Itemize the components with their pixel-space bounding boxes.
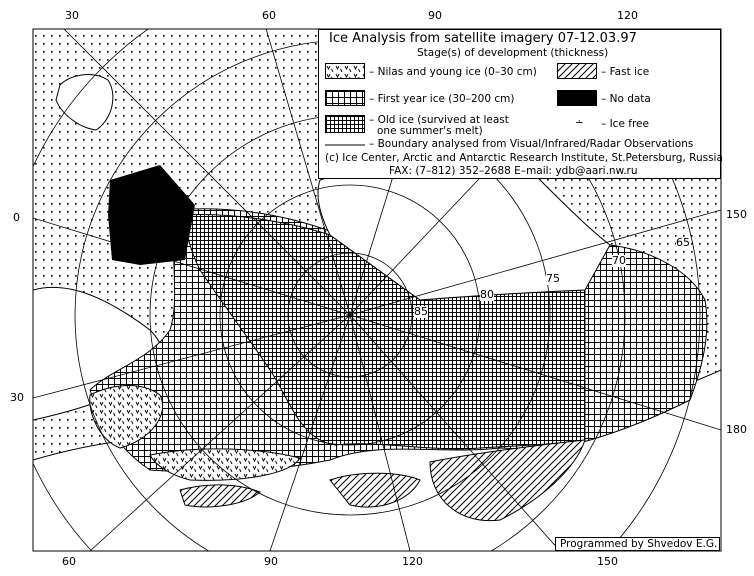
lat-label: 70 bbox=[612, 254, 626, 267]
legend-nilas: – Nilas and young ice (0–30 cm) bbox=[369, 66, 537, 78]
legend-ice-free: – Ice free bbox=[601, 118, 649, 130]
bottom-lon-label: 60 bbox=[62, 555, 76, 568]
first-year-swatch bbox=[325, 90, 365, 106]
lat-label: 75 bbox=[546, 272, 560, 285]
legend-old-ice: – Old ice (survived at least bbox=[369, 114, 509, 126]
legend-no-data: – No data bbox=[601, 93, 651, 105]
legend-panel bbox=[318, 29, 721, 179]
left-lon-label: 30 bbox=[10, 391, 24, 404]
fast-ice-swatch bbox=[557, 63, 597, 79]
top-lon-label: 60 bbox=[262, 9, 276, 22]
legend-boundary: – Boundary analysed from Visual/Infrared/Radar Observations bbox=[369, 138, 694, 150]
old-ice-swatch bbox=[325, 115, 365, 133]
legend-credit: (c) Ice Center, Arctic and Antarctic Research Institute, St.Petersburg, Russia bbox=[325, 152, 723, 164]
lat-label: 80 bbox=[480, 288, 494, 301]
no-data-swatch bbox=[557, 90, 597, 106]
legend-fast-ice: – Fast ice bbox=[601, 66, 650, 78]
right-lon-label: 180 bbox=[726, 423, 747, 436]
legend-first-year: – First year ice (30–200 cm) bbox=[369, 93, 515, 105]
boundary-line-swatch bbox=[325, 142, 365, 148]
bottom-lon-label: 120 bbox=[402, 555, 423, 568]
right-lon-label: 150 bbox=[726, 208, 747, 221]
bottom-lon-label: 90 bbox=[264, 555, 278, 568]
top-lon-label: 30 bbox=[65, 9, 79, 22]
left-lon-label: 0 bbox=[13, 211, 20, 224]
lat-label: 65 bbox=[676, 236, 690, 249]
nilas-swatch bbox=[325, 63, 365, 79]
ice-free-symbol: ∸ bbox=[575, 117, 584, 129]
legend-contact: FAX: (7–812) 352–2688 E–mail: ydb@aari.nw.ru bbox=[389, 165, 638, 177]
top-lon-label: 120 bbox=[617, 9, 638, 22]
top-lon-label: 90 bbox=[428, 9, 442, 22]
programmed-by-label: Programmed by Shvedov E.G. bbox=[555, 537, 720, 551]
legend-subtitle: Stage(s) of development (thickness) bbox=[417, 47, 609, 59]
legend-old-ice-cont: one summer's melt) bbox=[377, 125, 483, 137]
bottom-lon-label: 150 bbox=[597, 555, 618, 568]
legend-title: Ice Analysis from satellite imagery 07-12.03.97 bbox=[329, 31, 637, 46]
lat-label: 85 bbox=[414, 305, 428, 318]
